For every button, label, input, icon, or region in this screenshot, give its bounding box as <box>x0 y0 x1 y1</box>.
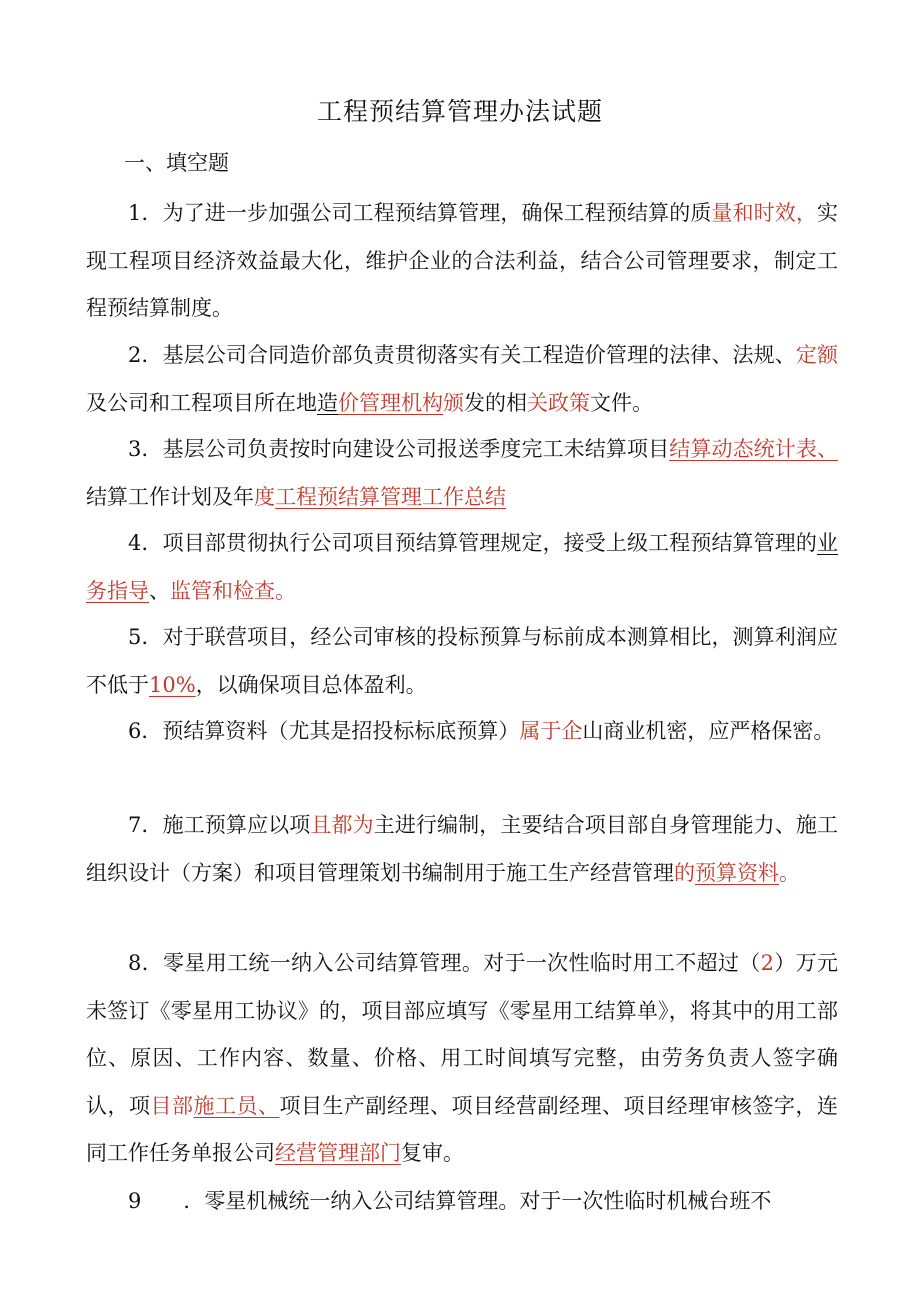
question-4 <box>86 520 838 615</box>
q9-text: 9 ．零星机械统一纳入公司结算管理。对于一次性临时机械台班不 <box>128 1189 772 1213</box>
question-7 <box>86 802 838 897</box>
q8-answer-4: 经营管理部门 <box>275 1141 401 1165</box>
q4-answer-1: 务指导 <box>86 578 149 603</box>
q2-answer-1: 定额 <box>795 343 839 367</box>
section-heading: 一、填空题 <box>124 151 229 175</box>
q8-text: 8．零星用工统一纳入公司结算管理。对于一次性临时用工不超过（ <box>128 951 761 975</box>
q8-text-2: ）万元未签订《零星用工协议》的，项目部应填写《零星用工结算单》，将其中的用工部位、原因、工作内容、数量、价格、用工时间填写完整，由劳务负责人签字确认，项 <box>86 951 839 1118</box>
q3-answer-1: 结算动态统计表、 <box>669 437 839 461</box>
q8-answer-2: 目部 <box>150 1093 194 1118</box>
q2-text-3: 发的相 <box>464 390 527 415</box>
q3-answer-3: 工程预结算管理工作总结 <box>275 484 506 509</box>
q6-text-rest: 山商业机密，应严格保密。 <box>582 719 835 743</box>
q8-text-3: 项目生产副经理、项目经营副经理、项目经理审核签字，连同工作任务单报公司 <box>86 1093 838 1165</box>
q2-answer-2: 价管理机构 <box>338 390 443 415</box>
question-8 <box>86 940 838 1178</box>
question-5 <box>86 614 838 709</box>
q2-text-2: 及公司和工程项目所在地 <box>86 390 317 415</box>
q3-text-2: 结算工作计划及年 <box>86 484 254 509</box>
question-1 <box>86 190 838 333</box>
q1-answer: 量和时效， <box>711 201 818 225</box>
q7-period: 。 <box>779 860 800 885</box>
question-9 <box>86 1178 838 1226</box>
q5-text-rest: ，以确保项目总体盈利。 <box>195 672 427 697</box>
document-title: 工程预结算管理办法试题 <box>316 97 603 126</box>
q1-text-rest: 实现工程项目经济效益最大化，维护企业的合法利益，结合公司管理要求，制定工程预结算制度。 <box>86 201 839 320</box>
q8-text-4: 复审。 <box>401 1141 464 1165</box>
q3-text: 3．基层公司负责按时向建设公司报送季度完工未结算项目 <box>128 437 670 461</box>
q5-answer: 10% <box>149 672 196 697</box>
q2-text-4: 文件。 <box>590 390 653 415</box>
q2-underline-1: 造 <box>317 390 338 415</box>
q3-answer-2: 度 <box>254 484 275 509</box>
q8-answer-3: 施工员、 <box>193 1093 280 1118</box>
q2-answer-3: 颁 <box>443 390 464 415</box>
q2-text: 2．基层公司合同造价部负责贯彻落实有关工程造价管理的法律、法规、 <box>128 343 796 367</box>
q1-text: 1．为了进一步加强公司工程预结算管理，确保工程预结算的质 <box>128 201 712 225</box>
question-2 <box>86 332 838 427</box>
q4-underline: 业 <box>817 531 838 555</box>
q7-answer-1: 且都为 <box>310 813 374 837</box>
q7-text: 7．施工预算应以项 <box>128 813 311 837</box>
q6-text: 6．预结算资料（尤其是招投标标底预算） <box>128 719 520 743</box>
q4-answer-2: 监管和检查。 <box>170 578 296 603</box>
q5-text: 5．对于联营项目，经公司审核的投标预算与标前成本测算相比，测算利润应不低于 <box>86 625 838 697</box>
q7-answer-2: 的 <box>674 860 695 885</box>
q8-answer-1: 2 <box>760 951 774 975</box>
q7-answer-3: 预算资料 <box>695 860 779 885</box>
q6-answer: 属于企 <box>519 719 583 743</box>
q4-text: 4．项目部贯彻执行公司项目预结算管理规定，接受上级工程预结算管理的 <box>128 531 817 555</box>
q4-sep: 、 <box>149 578 170 603</box>
q7-text-2: 主进行编制，主要结合项目部自身管理能力、施工组织设计（方案）和项目管理策划书编制用于施工生产经营管理 <box>86 813 839 885</box>
question-3 <box>86 426 838 521</box>
question-6 <box>86 708 838 756</box>
q2-answer-4: 关政策 <box>527 390 590 415</box>
